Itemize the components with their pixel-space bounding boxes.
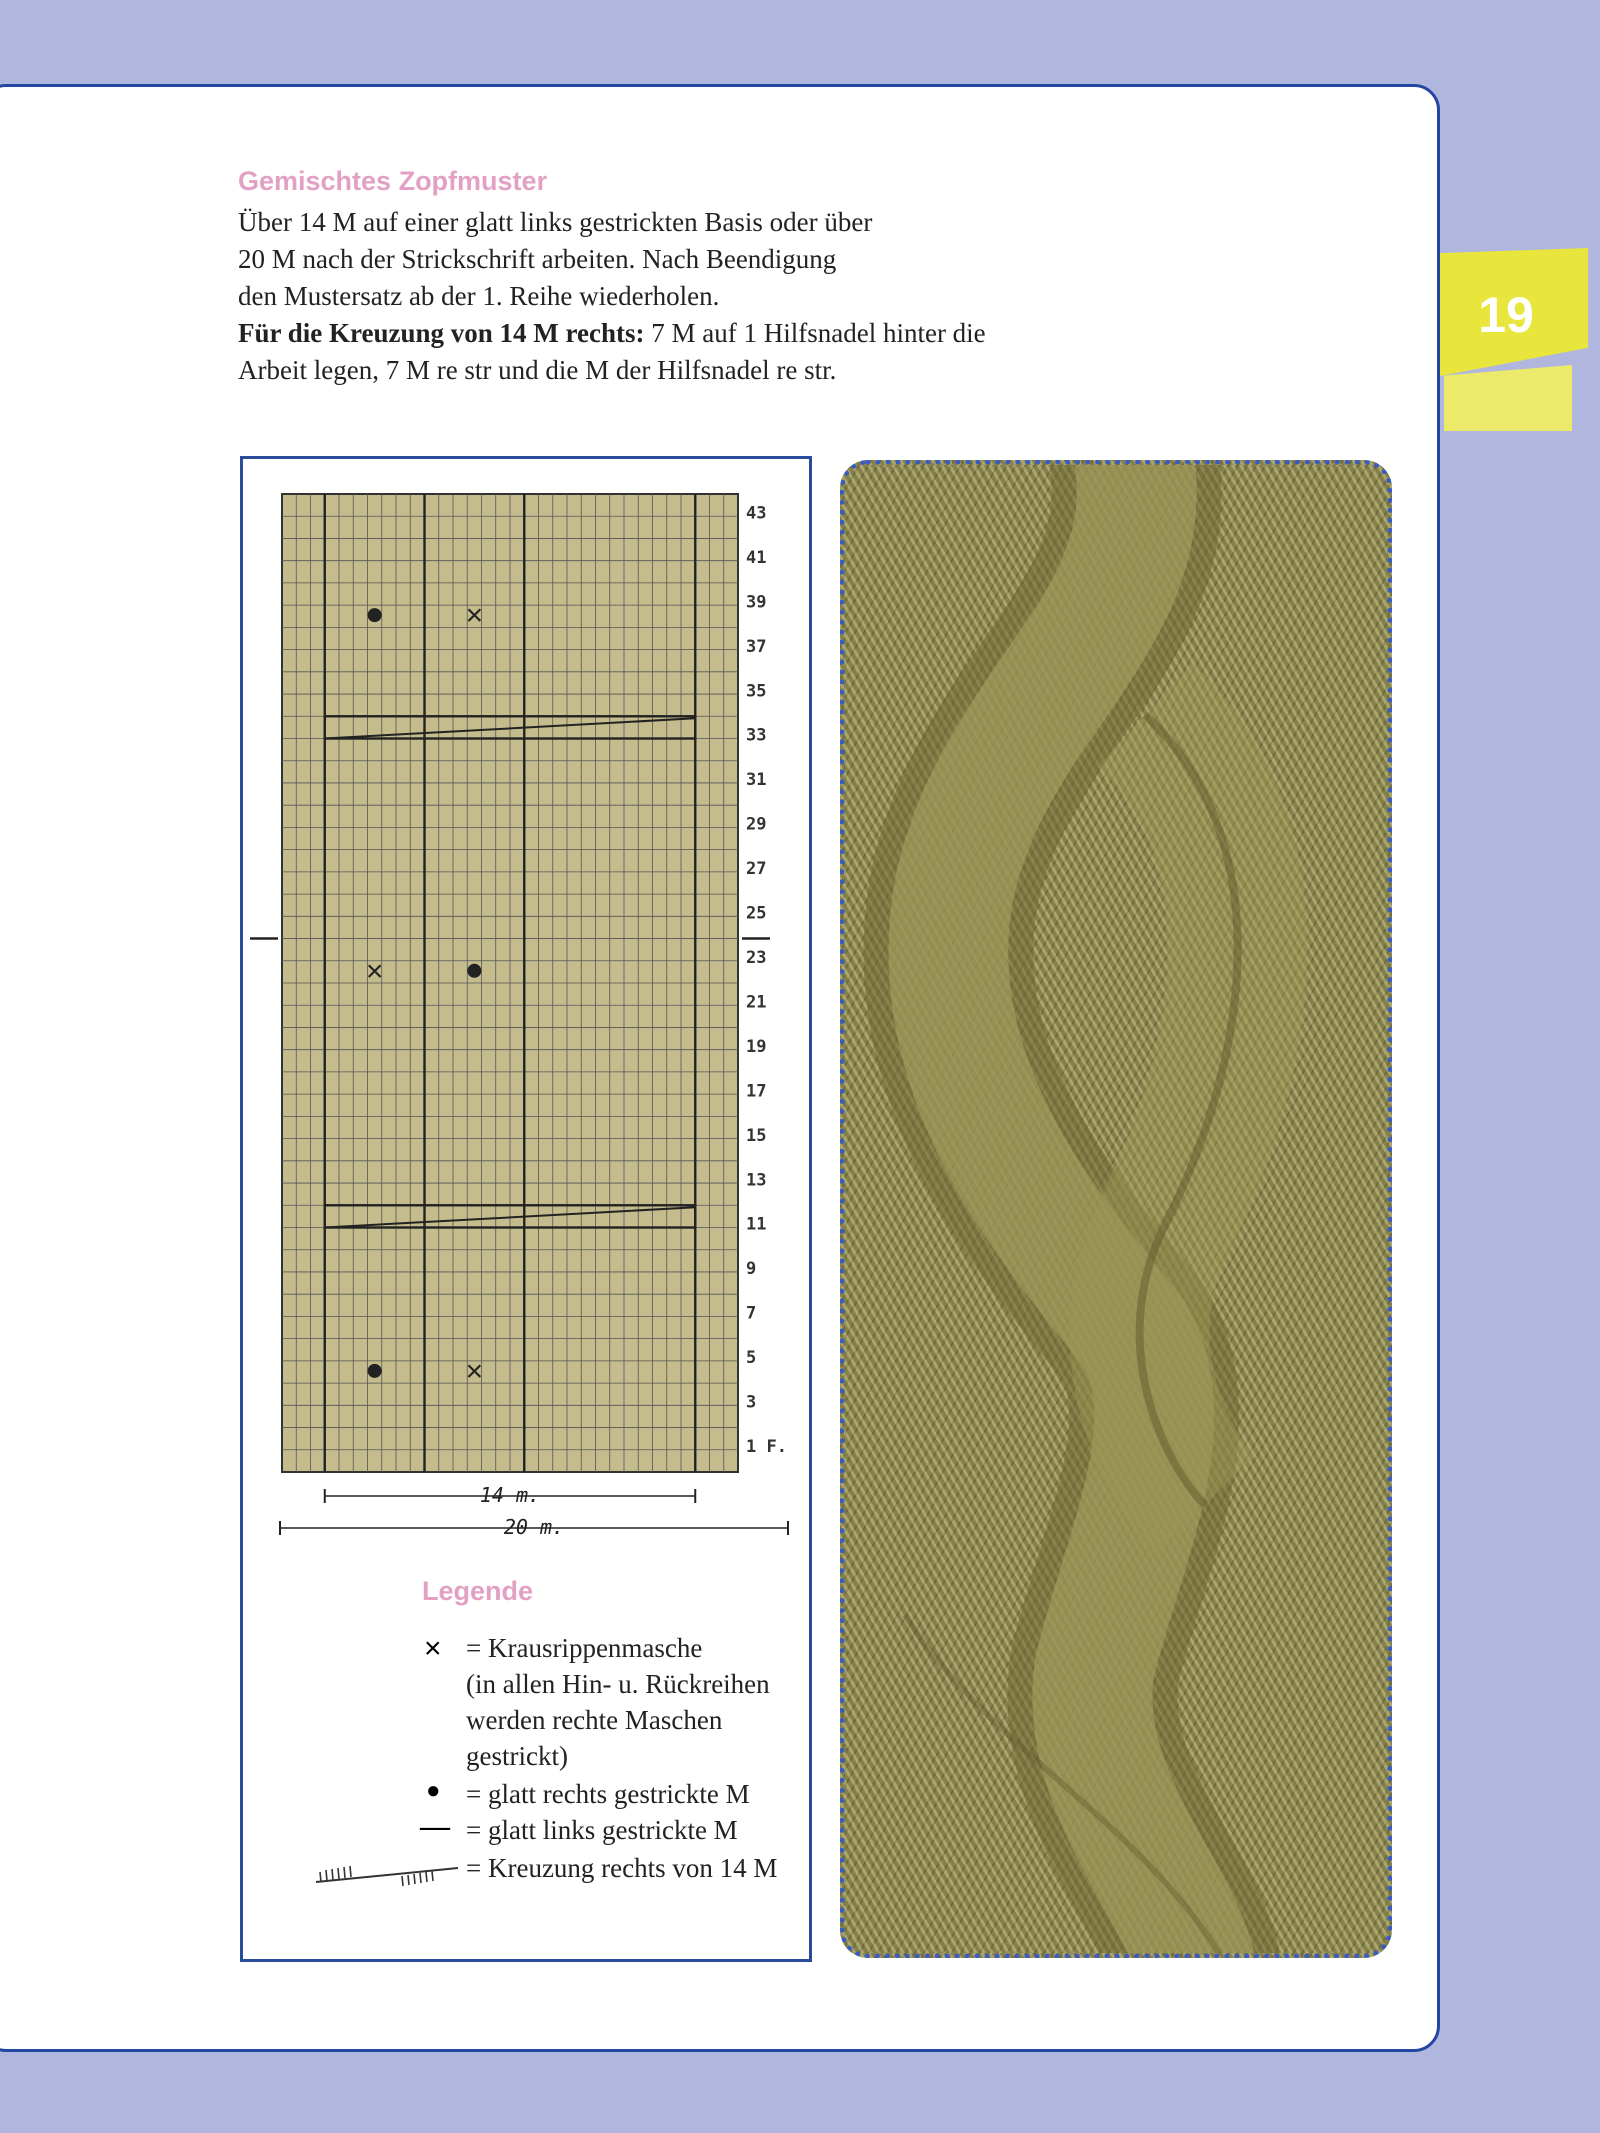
x-symbol-icon: × [424, 1632, 442, 1665]
instruction-line-2: 20 M nach der Strickschrift arbeiten. Nach Beendigung [238, 244, 837, 274]
row-label: 13 [746, 1170, 767, 1191]
row-label: 11 [746, 1214, 767, 1235]
legend-item-garter: = Krausrippenmasche [466, 1633, 703, 1663]
pattern-title: Gemischtes Zopfmuster [238, 166, 548, 196]
pattern-instructions [238, 204, 1138, 389]
garter-x: × [365, 954, 384, 988]
row-label: 19 [746, 1036, 767, 1057]
row-label: 37 [746, 636, 767, 657]
garter-x: × [465, 599, 484, 633]
cross-icon [312, 1852, 462, 1892]
row-label: 33 [746, 725, 767, 746]
width-label-inner: 14 m. [479, 1483, 541, 1507]
row-label: 39 [746, 592, 767, 613]
cross-instruction-rest: 7 M auf 1 Hilfsnadel hinter die [644, 318, 986, 348]
row-label: 35 [746, 681, 767, 702]
legend-title: Legende [422, 1576, 534, 1606]
dot-symbol-icon: ● [426, 1778, 441, 1804]
garter-x: × [465, 1354, 484, 1388]
knit-dot [368, 608, 382, 622]
knit-dot [467, 964, 481, 978]
instruction-line-3: den Mustersatz ab der 1. Reihe wiederholen. [238, 281, 720, 311]
row-label: 43 [746, 503, 767, 524]
legend-item-knit: = glatt rechts gestrickte M [466, 1779, 750, 1809]
instruction-line-4 [238, 315, 1138, 352]
row-label: 27 [746, 859, 767, 880]
row-label: 1 F. [746, 1436, 787, 1457]
legend-item-garter-note-3: gestrickt) [466, 1741, 568, 1771]
row-label: 5 [746, 1348, 757, 1369]
page-tab-shadow [1444, 365, 1572, 431]
instruction-line-1: Über 14 M auf einer glatt links gestrickten Basis oder über [238, 207, 873, 237]
row-label: 21 [746, 992, 767, 1013]
row-label: 23 [746, 947, 767, 968]
row-label: 9 [746, 1259, 757, 1280]
row-label: 41 [746, 547, 767, 568]
row-label: 25 [746, 903, 767, 924]
cable-illustration [845, 465, 1392, 1958]
instruction-line-5: Arbeit legen, 7 M re str und die M der Hilfsnadel re str. [238, 355, 837, 385]
legend-item-garter-note-2: werden rechte Maschen [466, 1705, 723, 1735]
cross-instruction-bold: Für die Kreuzung von 14 M rechts: [238, 318, 645, 348]
knitted-swatch-photo [840, 460, 1392, 1958]
row-label: 17 [746, 1081, 767, 1102]
page-number: 19 [1478, 287, 1534, 343]
row-label: 3 [746, 1392, 757, 1413]
row-label: 7 [746, 1303, 757, 1324]
row-label: 29 [746, 814, 767, 835]
row-label: 15 [746, 1125, 767, 1146]
width-label-outer: 20 m. [503, 1515, 565, 1539]
legend-item-purl: = glatt links gestrickte M [466, 1815, 738, 1845]
legend-item-cross: = Kreuzung rechts von 14 M [466, 1853, 778, 1883]
row-label: 31 [746, 770, 767, 791]
knit-dot [368, 1364, 382, 1378]
dash-symbol-icon: — [420, 1810, 450, 1843]
legend-item-garter-note-1: (in allen Hin- u. Rückreihen [466, 1669, 770, 1699]
